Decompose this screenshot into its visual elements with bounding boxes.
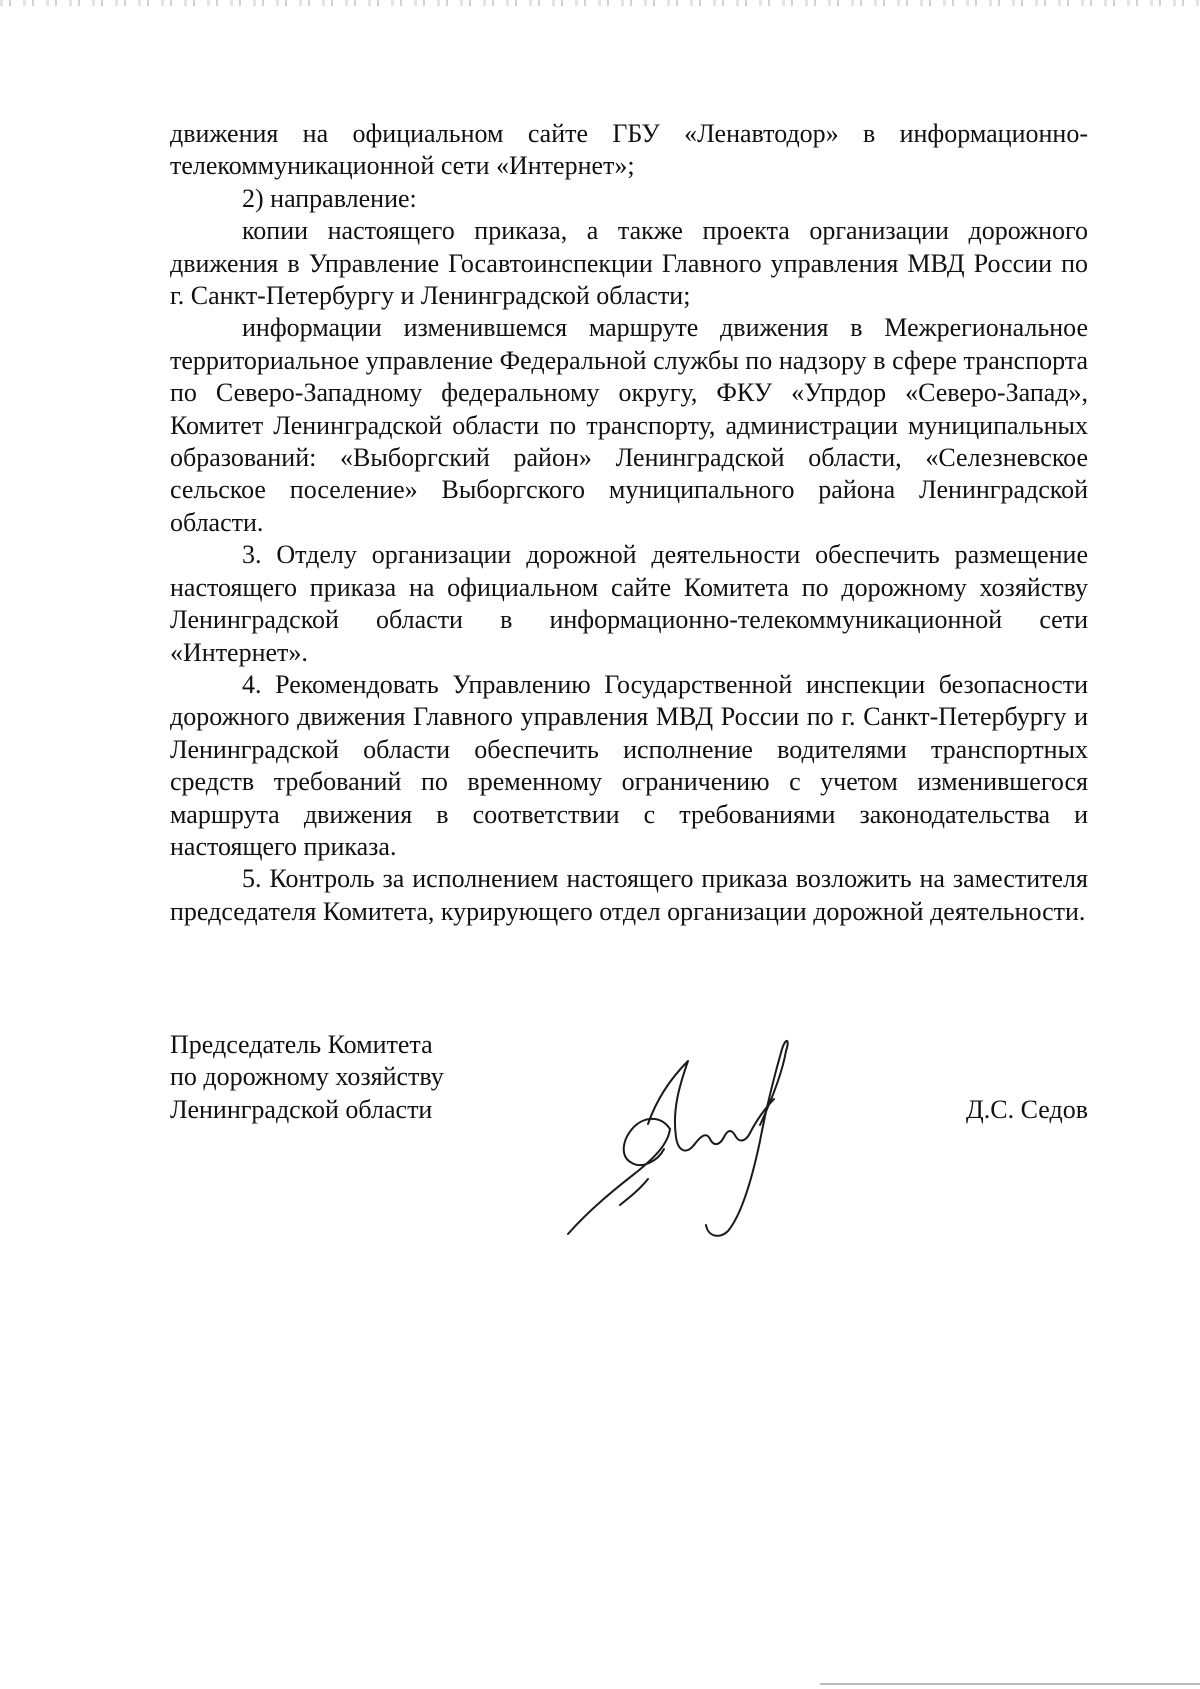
signer-title-line-1: Председатель Комитета [170,1030,433,1059]
handwritten-signature [560,1029,820,1259]
paragraph-5: 3. Отделу организации дорожной деятельности обеспечить размещение настоящего приказа на официальном сайте Комитета по дорожному хозяйству Ленинградской области в информационно-телекоммуникационной сети «Интернет». [170,540,1088,667]
paragraph-3: копии настоящего приказа, а также проекта организации дорожного движения в Управление Госавтоинспекции Главного управления МВД России по г. Санкт-Петербургу и Ленинградской области; [170,216,1088,311]
signer-name: Д.С. Седов [966,1095,1088,1124]
paragraph-6: 4. Рекомендовать Управлению Государственной инспекции безопасности дорожного движения Главного управления МВД России по г. Санкт-Петербургу и Ленинградской области обеспечить исполнение водителями транспортных средств требований по временному ограничению с учетом изменившегося маршрута движения в соответствии с требованиями законодательства и настоящего приказа. [170,669,1088,861]
scan-edge-bottom [820,1683,1200,1685]
paragraph-7: 5. Контроль за исполнением настоящего приказа возложить на заместителя председателя Комитета, курирующего отдел организации дорожной деятельности. [170,864,1088,926]
signer-title-line-2: по дорожному хозяйству [170,1062,444,1092]
paragraph-4: информации изменившемся маршруте движения в Межрегиональное территориальное управление Федеральной службы по надзору в сфере транспорта по Северо-Западному федеральному округу, ФКУ «Упрдор «Северо-Запад», Комитет Ленинградской области по транспорту, администрации муниципальных образований: «Выборгский район» Ленинградской области, «Селезневское сельское поселение» Выборгского муниципального района Ленинградской области. [170,313,1088,537]
signature-block [170,1029,1088,1259]
document-body [170,118,1088,928]
signer-title [170,1029,530,1126]
signer-title-line-3: Ленинградской области [170,1094,433,1124]
scan-edge-top [0,0,1200,6]
paragraph-1: движения на официальном сайте ГБУ «Ленавтодор» в информационно-телекоммуникационной сети «Интернет»; [170,119,1088,181]
paragraph-2: 2) направление: [242,183,417,213]
